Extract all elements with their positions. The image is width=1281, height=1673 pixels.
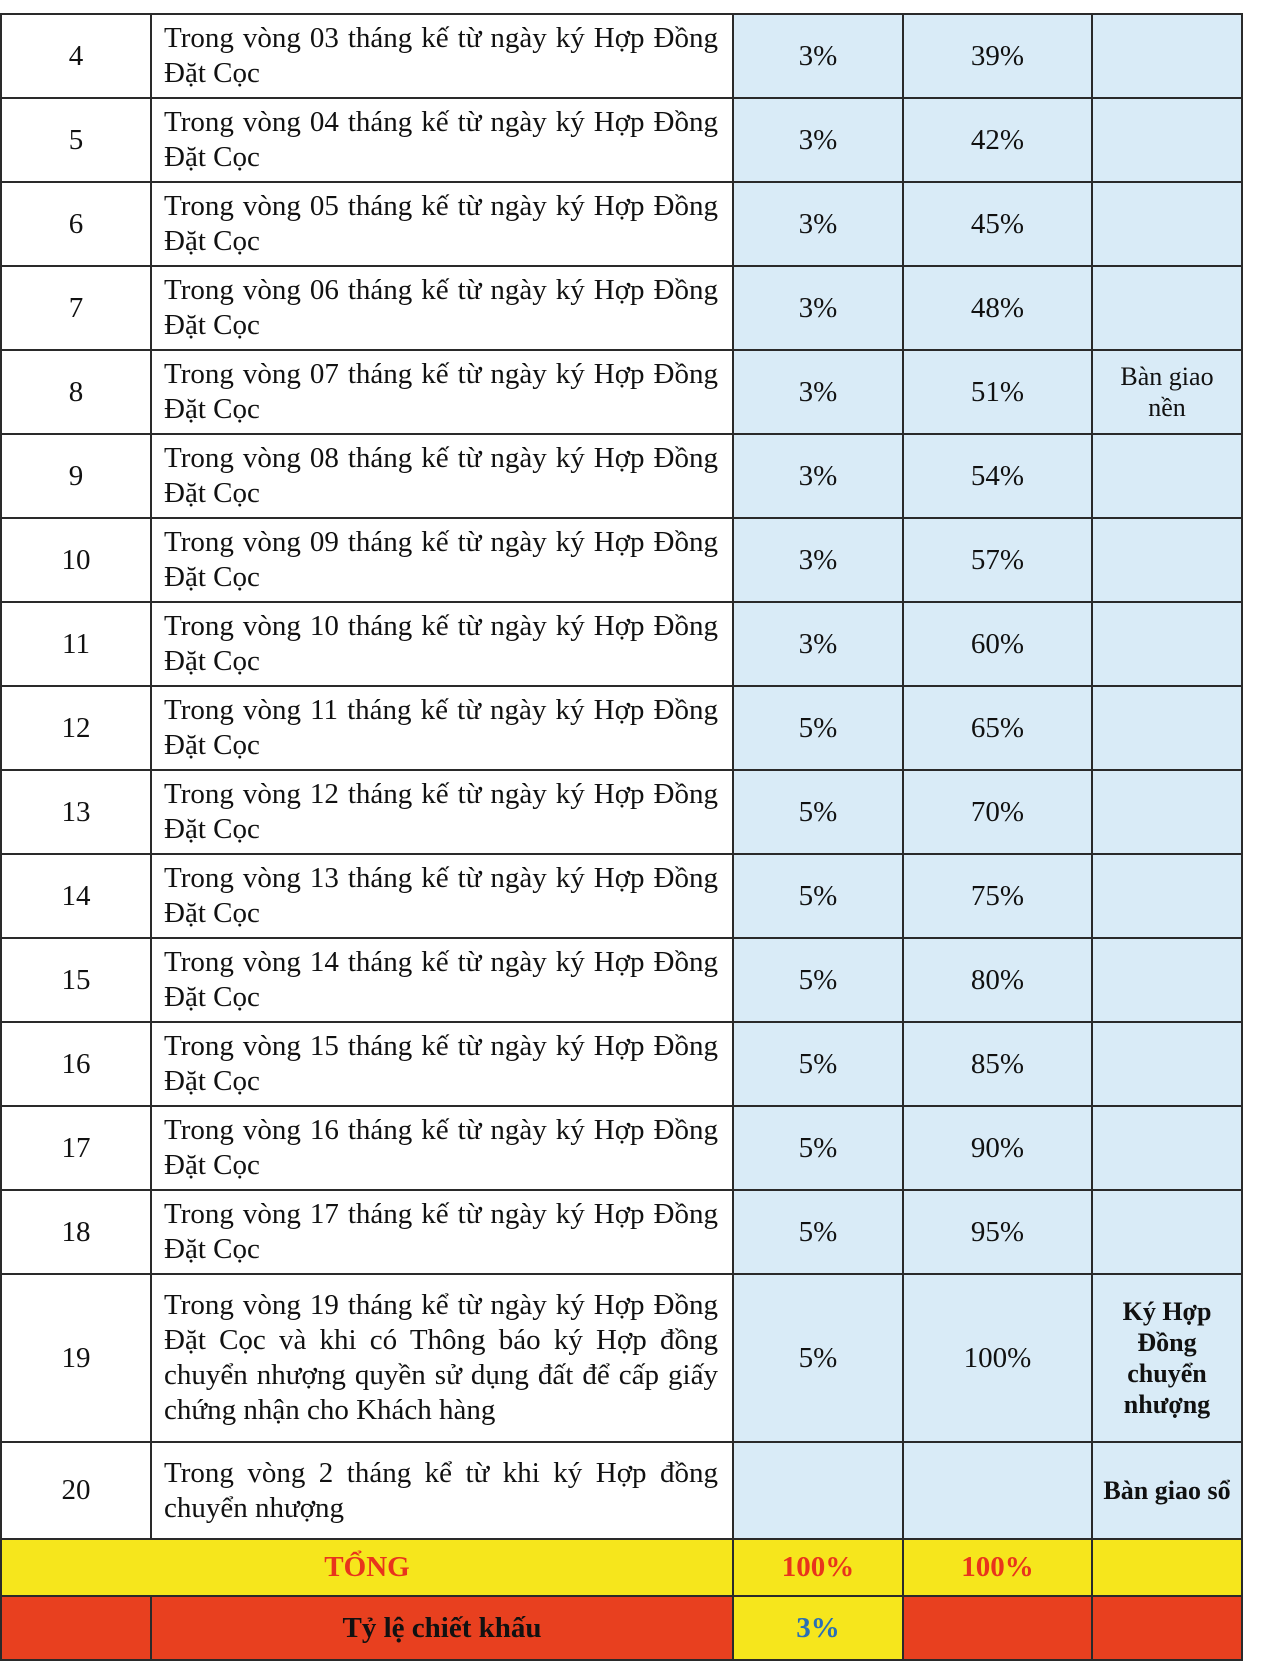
- discount-blank-2: [903, 1596, 1092, 1660]
- row-cumulative: 45%: [903, 182, 1092, 266]
- row-note: Bàn giao nền: [1092, 350, 1242, 434]
- row-percent: 3%: [733, 518, 903, 602]
- row-description: Trong vòng 07 tháng kế từ ngày ký Hợp Đồng Đặt Cọc: [151, 350, 733, 434]
- row-number: 11: [1, 602, 151, 686]
- row-note: [1092, 602, 1242, 686]
- discount-row: [1, 1596, 1242, 1660]
- row-number: 15: [1, 938, 151, 1022]
- table-row: [1, 770, 1242, 854]
- total-pct: 100%: [733, 1539, 903, 1596]
- row-cumulative: 57%: [903, 518, 1092, 602]
- row-note: [1092, 938, 1242, 1022]
- row-number: 8: [1, 350, 151, 434]
- table-row: [1, 98, 1242, 182]
- row-percent: 5%: [733, 1022, 903, 1106]
- total-cum: 100%: [903, 1539, 1092, 1596]
- row-note: Ký Hợp Đồng chuyển nhượng: [1092, 1274, 1242, 1442]
- row-description: Trong vòng 03 tháng kế từ ngày ký Hợp Đồng Đặt Cọc: [151, 14, 733, 98]
- row-cumulative: 60%: [903, 602, 1092, 686]
- row-cumulative: 85%: [903, 1022, 1092, 1106]
- row-note: [1092, 1106, 1242, 1190]
- row-number: 16: [1, 1022, 151, 1106]
- total-note-empty: [1092, 1539, 1242, 1596]
- payment-schedule: [0, 13, 1241, 1661]
- row-number: 14: [1, 854, 151, 938]
- row-percent: 3%: [733, 182, 903, 266]
- row-cumulative: 75%: [903, 854, 1092, 938]
- row-cumulative: 54%: [903, 434, 1092, 518]
- table-row: [1, 14, 1242, 98]
- row-note: [1092, 14, 1242, 98]
- row-description: Trong vòng 09 tháng kế từ ngày ký Hợp Đồng Đặt Cọc: [151, 518, 733, 602]
- discount-blank: [1, 1596, 151, 1660]
- row-percent: 3%: [733, 266, 903, 350]
- table-row: [1, 938, 1242, 1022]
- table-row: [1, 1274, 1242, 1442]
- row-note: Bàn giao sổ: [1092, 1442, 1242, 1539]
- row-percent: 5%: [733, 1274, 903, 1442]
- row-note: [1092, 686, 1242, 770]
- row-percent: 5%: [733, 1106, 903, 1190]
- row-description: Trong vòng 16 tháng kế từ ngày ký Hợp Đồng Đặt Cọc: [151, 1106, 733, 1190]
- row-note: [1092, 98, 1242, 182]
- table-row: [1, 434, 1242, 518]
- row-number: 17: [1, 1106, 151, 1190]
- row-number: 10: [1, 518, 151, 602]
- table-row: [1, 686, 1242, 770]
- table-row: [1, 266, 1242, 350]
- row-description: Trong vòng 13 tháng kế từ ngày ký Hợp Đồng Đặt Cọc: [151, 854, 733, 938]
- table-row: [1, 1022, 1242, 1106]
- row-description: Trong vòng 15 tháng kế từ ngày ký Hợp Đồng Đặt Cọc: [151, 1022, 733, 1106]
- row-number: 13: [1, 770, 151, 854]
- row-note: [1092, 434, 1242, 518]
- row-description: Trong vòng 12 tháng kế từ ngày ký Hợp Đồng Đặt Cọc: [151, 770, 733, 854]
- row-number: 7: [1, 266, 151, 350]
- row-number: 18: [1, 1190, 151, 1274]
- row-description: Trong vòng 19 tháng kể từ ngày ký Hợp Đồng Đặt Cọc và khi có Thông báo ký Hợp đồng chuyển nhượng quyền sử dụng đất để cấp giấy chứng nhận cho Khách hàng: [151, 1274, 733, 1442]
- row-description: Trong vòng 17 tháng kế từ ngày ký Hợp Đồng Đặt Cọc: [151, 1190, 733, 1274]
- row-description: Trong vòng 04 tháng kế từ ngày ký Hợp Đồng Đặt Cọc: [151, 98, 733, 182]
- row-number: 5: [1, 98, 151, 182]
- row-cumulative: 51%: [903, 350, 1092, 434]
- row-percent: 5%: [733, 1190, 903, 1274]
- table-row: [1, 182, 1242, 266]
- row-percent: 3%: [733, 434, 903, 518]
- row-percent: 3%: [733, 14, 903, 98]
- row-percent: 5%: [733, 686, 903, 770]
- row-cumulative: [903, 1442, 1092, 1539]
- row-description: Trong vòng 11 tháng kế từ ngày ký Hợp Đồng Đặt Cọc: [151, 686, 733, 770]
- row-cumulative: 80%: [903, 938, 1092, 1022]
- schedule-body: [1, 14, 1242, 1660]
- row-cumulative: 95%: [903, 1190, 1092, 1274]
- total-label: TỔNG: [1, 1539, 733, 1596]
- row-note: [1092, 1190, 1242, 1274]
- row-number: 20: [1, 1442, 151, 1539]
- table-row: [1, 854, 1242, 938]
- row-note: [1092, 770, 1242, 854]
- row-description: Trong vòng 06 tháng kế từ ngày ký Hợp Đồng Đặt Cọc: [151, 266, 733, 350]
- row-percent: 5%: [733, 770, 903, 854]
- discount-blank-3: [1092, 1596, 1242, 1660]
- row-description: Trong vòng 08 tháng kế từ ngày ký Hợp Đồng Đặt Cọc: [151, 434, 733, 518]
- row-description: Trong vòng 2 tháng kể từ khi ký Hợp đồng chuyển nhượng: [151, 1442, 733, 1539]
- discount-label: Tỷ lệ chiết khấu: [151, 1596, 733, 1660]
- row-description: Trong vòng 14 tháng kế từ ngày ký Hợp Đồng Đặt Cọc: [151, 938, 733, 1022]
- row-cumulative: 70%: [903, 770, 1092, 854]
- row-note: [1092, 182, 1242, 266]
- discount-value: 3%: [733, 1596, 903, 1660]
- row-description: Trong vòng 10 tháng kế từ ngày ký Hợp Đồng Đặt Cọc: [151, 602, 733, 686]
- row-percent: [733, 1442, 903, 1539]
- row-percent: 3%: [733, 98, 903, 182]
- row-number: 19: [1, 1274, 151, 1442]
- row-note: [1092, 266, 1242, 350]
- row-percent: 3%: [733, 602, 903, 686]
- table-row: [1, 1106, 1242, 1190]
- row-number: 12: [1, 686, 151, 770]
- row-note: [1092, 518, 1242, 602]
- row-description: Trong vòng 05 tháng kế từ ngày ký Hợp Đồng Đặt Cọc: [151, 182, 733, 266]
- row-percent: 5%: [733, 938, 903, 1022]
- total-row: [1, 1539, 1242, 1596]
- table-row: [1, 602, 1242, 686]
- row-cumulative: 48%: [903, 266, 1092, 350]
- row-number: 4: [1, 14, 151, 98]
- table-row: [1, 518, 1242, 602]
- row-percent: 3%: [733, 350, 903, 434]
- payment-schedule-table: [0, 13, 1243, 1661]
- row-number: 9: [1, 434, 151, 518]
- row-cumulative: 100%: [903, 1274, 1092, 1442]
- row-percent: 5%: [733, 854, 903, 938]
- table-row: [1, 1442, 1242, 1539]
- row-cumulative: 42%: [903, 98, 1092, 182]
- row-cumulative: 65%: [903, 686, 1092, 770]
- table-row: [1, 1190, 1242, 1274]
- row-number: 6: [1, 182, 151, 266]
- row-cumulative: 39%: [903, 14, 1092, 98]
- row-note: [1092, 854, 1242, 938]
- row-cumulative: 90%: [903, 1106, 1092, 1190]
- row-note: [1092, 1022, 1242, 1106]
- table-row: [1, 350, 1242, 434]
